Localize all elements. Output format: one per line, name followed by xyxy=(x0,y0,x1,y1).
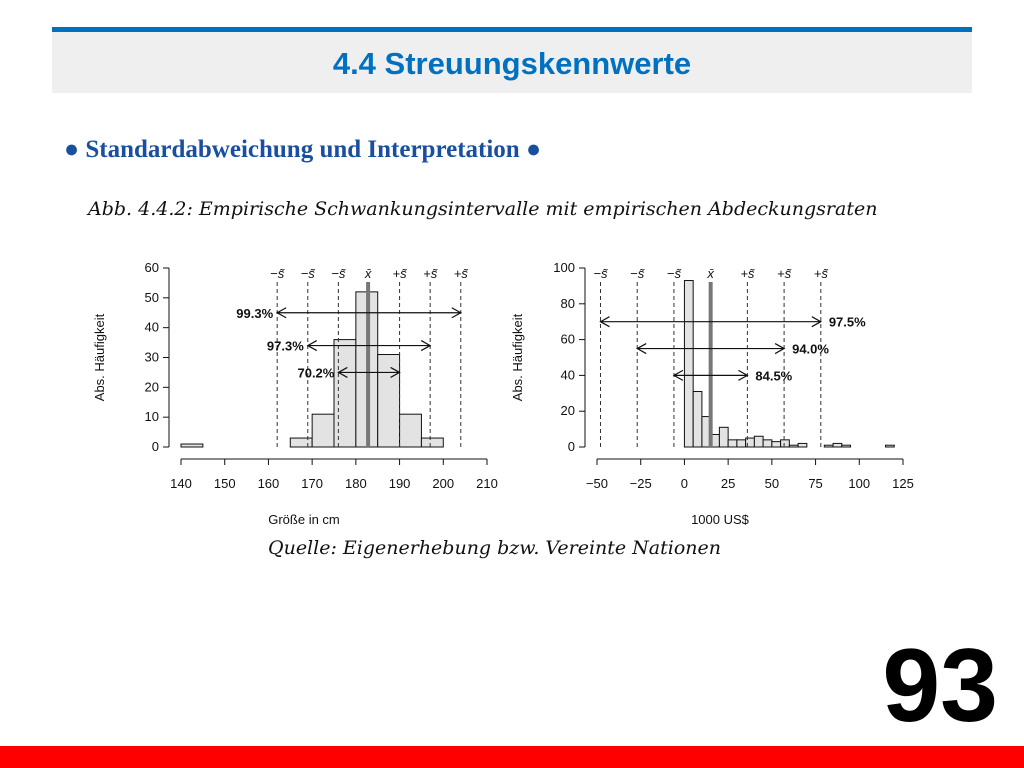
chart1-x-tick-label: 140 xyxy=(170,476,192,491)
chart1-bar xyxy=(400,414,422,447)
chart2-bar xyxy=(781,440,790,447)
chart2-coverage-label: 97.5% xyxy=(828,314,866,330)
chart1-marker-label: +s̃ xyxy=(423,266,438,281)
chart1-y-tick-label: 20 xyxy=(144,379,159,395)
chart2-marker-label: +s̃ xyxy=(740,266,755,281)
chart2-y-tick-label: 40 xyxy=(560,367,575,383)
chart1-coverage-label: 97.3% xyxy=(266,338,304,354)
chart1-coverage-label: 99.3% xyxy=(236,305,274,321)
chart1-y-axis-title: Abs. Häufigkeit xyxy=(92,313,107,402)
chart2-bar xyxy=(754,436,763,447)
section-heading: ● Standardabweichung und Interpretation ● xyxy=(64,136,542,163)
bottom-bar xyxy=(0,746,1024,768)
chart1-bar xyxy=(312,414,334,447)
slide-title: 4.4 Streuungskennwerte xyxy=(332,46,692,81)
chart2-x-tick-label: 100 xyxy=(848,476,871,491)
chart1-y-tick-label: 60 xyxy=(144,260,159,275)
chart1-x-tick-label: 160 xyxy=(257,476,280,491)
chart1-marker-label: x̄ xyxy=(364,266,372,281)
chart1-y-tick-label: 50 xyxy=(144,289,159,305)
chart2-bar xyxy=(737,440,746,447)
chart1-x-tick-label: 210 xyxy=(476,476,498,491)
chart1-x-tick-label: 200 xyxy=(432,476,455,491)
chart2-bar xyxy=(789,445,798,447)
chart1-y-tick-label: 0 xyxy=(151,439,159,454)
chart2-marker-label: −s̃ xyxy=(666,266,681,281)
chart2-y-tick-label: 80 xyxy=(560,295,575,311)
chart2-y-tick-label: 0 xyxy=(567,439,575,454)
chart1-bar xyxy=(421,438,443,447)
chart1-marker-label: −s̃ xyxy=(270,266,285,281)
chart2-marker-label: x̄ xyxy=(707,266,714,281)
chart2-bar xyxy=(824,445,833,447)
chart1-x-tick-label: 170 xyxy=(301,476,323,491)
chart2-x-tick-label: 50 xyxy=(764,476,780,491)
chart2-bar xyxy=(798,443,807,447)
chart2-y-tick-label: 60 xyxy=(560,331,575,347)
chart2-x-tick-label: −50 xyxy=(585,476,609,491)
chart2-bar xyxy=(684,281,693,447)
chart2-marker-label: +s̃ xyxy=(777,266,792,281)
chart2-bar xyxy=(719,427,728,447)
chart1-x-tick-label: 190 xyxy=(388,476,411,491)
chart2-marker-label: −s̃ xyxy=(630,266,645,281)
chart2-marker-label: −s̃ xyxy=(593,266,608,281)
chart2-x-tick-label: 125 xyxy=(892,476,914,491)
chart1-bar xyxy=(290,438,312,447)
chart2-bar xyxy=(763,440,772,447)
chart2-y-tick-label: 20 xyxy=(560,403,575,419)
chart2-bar xyxy=(842,445,851,447)
chart2-y-tick-label: 100 xyxy=(553,260,575,275)
figure-source: Quelle: Eigenerhebung bzw. Vereinte Nationen xyxy=(268,537,721,559)
chart2-y-axis-title: Abs. Häufigkeit xyxy=(510,313,525,402)
figure-caption: Abb. 4.4.2: Empirische Schwankungsintervalle mit empirischen Abdeckungsraten xyxy=(88,198,878,220)
chart1-coverage-label: 70.2% xyxy=(297,365,335,381)
chart2-bar xyxy=(772,442,781,447)
chart2-x-tick-label: 25 xyxy=(720,476,736,491)
chart1-y-tick-label: 40 xyxy=(144,319,159,335)
chart1-marker-label: +s̃ xyxy=(392,266,407,281)
chart1-marker-label: −s̃ xyxy=(331,266,346,281)
chart2-x-tick-label: 75 xyxy=(808,476,823,491)
chart2-coverage-label: 84.5% xyxy=(755,368,793,384)
chart2-bar xyxy=(728,440,737,447)
chart1-y-tick-label: 30 xyxy=(144,349,159,365)
chart1-marker-label: +s̃ xyxy=(453,266,468,281)
chart2-coverage-label: 94.0% xyxy=(792,341,829,357)
chart1-bar xyxy=(378,355,400,447)
chart2-marker-label: +s̃ xyxy=(813,266,828,281)
chart1-y-tick-label: 10 xyxy=(144,409,159,425)
chart2-bar xyxy=(886,445,895,447)
chart2-x-tick-label: −25 xyxy=(629,476,652,491)
chart1-x-axis-title: Größe in cm xyxy=(268,512,340,527)
page-number: 93 xyxy=(882,628,998,744)
chart2-bar xyxy=(833,443,842,447)
chart1-bar xyxy=(181,444,203,447)
chart1-marker-label: −s̃ xyxy=(300,266,315,281)
chart2-x-axis-title: 1000 US$ xyxy=(691,512,749,527)
chart2-x-tick-label: 0 xyxy=(680,476,689,491)
chart2-bar xyxy=(693,392,702,447)
chart1-x-tick-label: 180 xyxy=(345,476,367,491)
chart1-x-tick-label: 150 xyxy=(213,476,236,491)
chart1-bar xyxy=(334,340,356,447)
